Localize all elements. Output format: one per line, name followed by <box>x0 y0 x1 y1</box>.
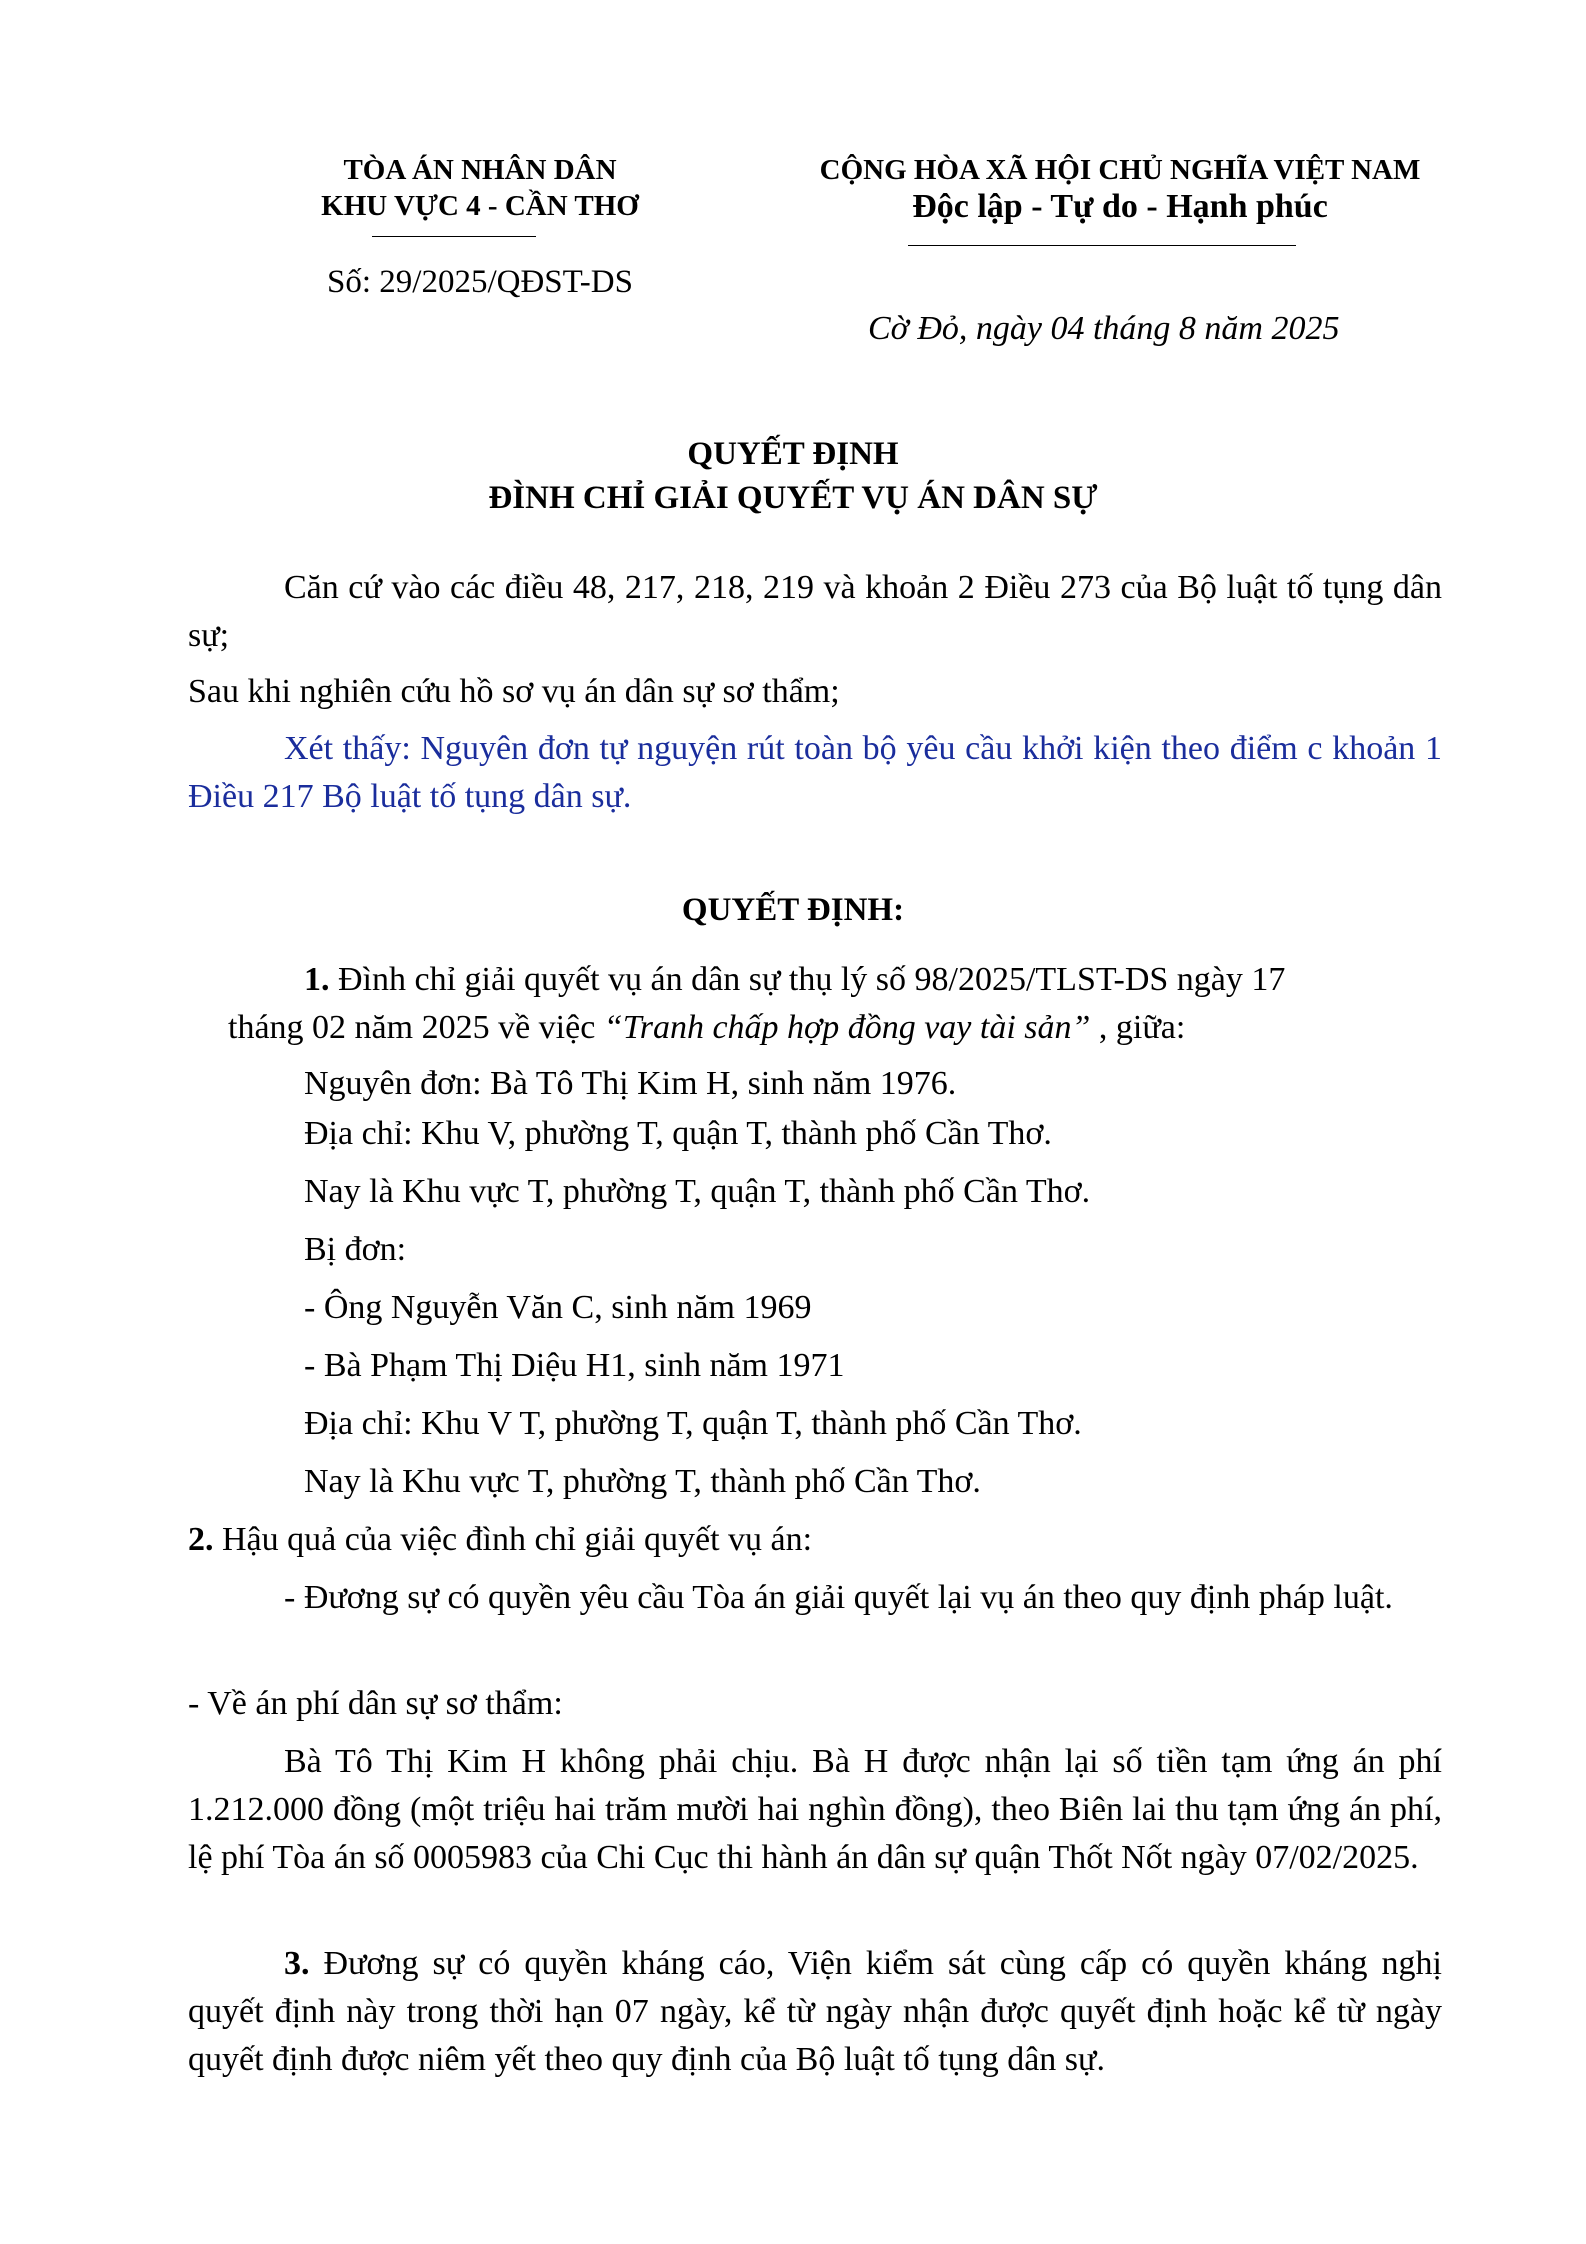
place-date: Cờ Đỏ, ngày 04 tháng 8 năm 2025 <box>868 310 1340 347</box>
defendant-1: - Ông Nguyễn Văn C, sinh năm 1969 <box>304 1289 812 1326</box>
plaintiff: Nguyên đơn: Bà Tô Thị Kim H, sinh năm 1976. <box>304 1065 957 1102</box>
decision-heading: QUYẾT ĐỊNH: <box>681 892 905 928</box>
basis-legal: Căn cứ vào các điều 48, 217, 218, 219 và khoản 2 Điều 273 của Bộ luật tố tụng dân sự; <box>188 569 1442 654</box>
court-fee-label: - Về án phí dân sự sơ thẩm: <box>188 1685 563 1722</box>
item1-line1 <box>304 956 1285 1004</box>
defendant-current-address: Nay là Khu vực T, phường T, thành phố Cần Thơ. <box>304 1463 981 1500</box>
basis-consideration: Xét thấy: Nguyên đơn tự nguyện rút toàn bộ yêu cầu khởi kiện theo điểm c khoản 1 Điều 217 Bộ luật tố tụng dân sự. <box>188 730 1442 815</box>
item1-text-line2-end: , giữa: <box>1090 1009 1186 1046</box>
nation-name: CỘNG HÒA XÃ HỘI CHỦ NGHĨA VIỆT NAM <box>819 154 1421 186</box>
item1-text-line2: tháng 02 năm 2025 về việc <box>228 1009 604 1046</box>
item2-title <box>188 1516 812 1564</box>
item1-text-line1: Đình chỉ giải quyết vụ án dân sự thụ lý số 98/2025/TLST-DS ngày 17 <box>329 961 1286 998</box>
defendant-2: - Bà Phạm Thị Diệu H1, sinh năm 1971 <box>304 1347 845 1384</box>
item3-number: 3. <box>284 1945 310 1982</box>
item3-appeal <box>188 1940 1442 2084</box>
court-name-line2: KHU VỰC 4 - CẦN THƠ <box>321 190 639 222</box>
item2-title-text: Hậu quả của việc đình chỉ giải quyết vụ án: <box>213 1521 813 1558</box>
document-title: QUYẾT ĐỊNH <box>687 436 899 472</box>
basis-research: Sau khi nghiên cứu hồ sơ vụ án dân sự sơ thẩm; <box>188 673 840 710</box>
plaintiff-address: Địa chỉ: Khu V, phường T, quận T, thành phố Cần Thơ. <box>304 1115 1052 1152</box>
motto-underline <box>908 245 1296 246</box>
document-subtitle: ĐÌNH CHỈ GIẢI QUYẾT VỤ ÁN DÂN SỰ <box>488 480 1098 516</box>
decision-number: Số: 29/2025/QĐST-DS <box>327 264 633 300</box>
nation-motto: Độc lập - Tự do - Hạnh phúc <box>912 188 1328 225</box>
item1-line2 <box>228 1004 1185 1052</box>
item2-number: 2. <box>188 1521 214 1558</box>
item1-number: 1. <box>304 961 330 998</box>
item2-right-to-resubmit: - Đương sự có quyền yêu cầu Tòa án giải quyết lại vụ án theo quy định pháp luật. <box>284 1579 1393 1616</box>
plaintiff-current-address: Nay là Khu vực T, phường T, quận T, thành phố Cần Thơ. <box>304 1173 1091 1210</box>
court-name-line1: TÒA ÁN NHÂN DÂN <box>343 154 617 186</box>
court-fee-text: Bà Tô Thị Kim H không phải chịu. Bà H được nhận lại số tiền tạm ứng án phí 1.212.000 đồng (một triệu hai trăm mười hai nghìn đồng), theo Biên lai thu tạm ứng án phí, lệ phí Tòa án số 0005983 của Chi Cục thi hành án dân sự quận Thốt Nốt ngày 07/02/2025. <box>188 1743 1442 1876</box>
court-underline <box>372 236 536 237</box>
case-type: “Tranh chấp hợp đồng vay tài sản” <box>603 1009 1091 1046</box>
item3-text: Đương sự có quyền kháng cáo, Viện kiểm sát cùng cấp có quyền kháng nghị quyết định này trong thời hạn 07 ngày, kể từ ngày nhận được quyết định hoặc kể từ ngày quyết định được niêm yết theo quy định của Bộ luật tố tụng dân sự. <box>188 1945 1442 2078</box>
defendant-address: Địa chỉ: Khu V T, phường T, quận T, thành phố Cần Thơ. <box>304 1405 1082 1442</box>
defendant-label: Bị đơn: <box>304 1231 407 1268</box>
